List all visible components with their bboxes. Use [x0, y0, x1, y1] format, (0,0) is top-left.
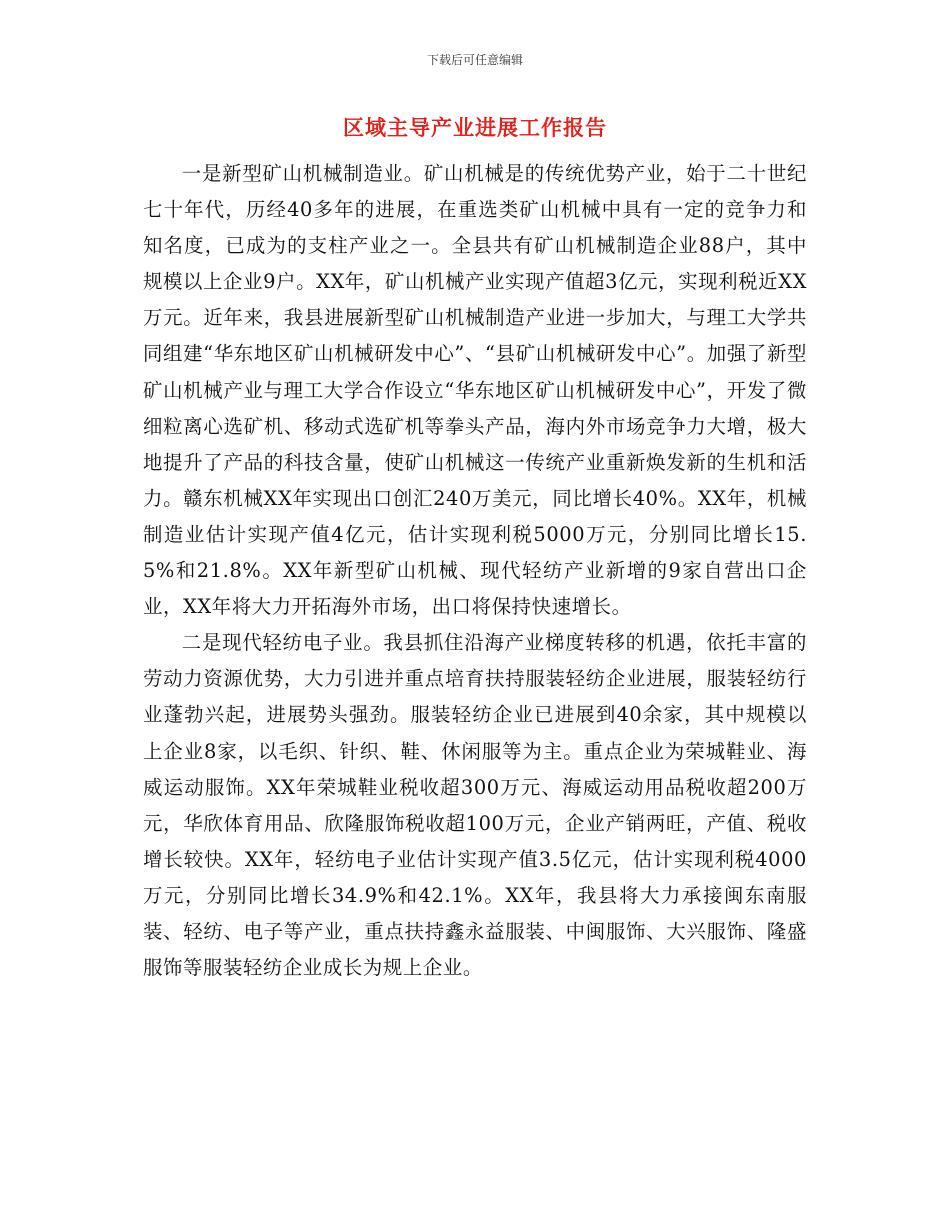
page-header: 下载后可任意编辑	[426, 53, 523, 67]
document-title: 区域主导产业进展工作报告	[343, 116, 607, 140]
paragraph-light-textile-electronics: 二是现代轻纺电子业。我县抓住沿海产业梯度转移的机遇，依托丰富的劳动力资源优势，大力引进并重点培育扶持服装轻纺企业进展，服装轻纺行业蓬勃兴起，进展势头强劲。服装轻纺企业已进展到40余家，其中规模以上企业8家，以毛织、针织、鞋、休闲服等为主。重点企业为荣城鞋业、海威运动服饰。XX年荣城鞋业税收超300万元、海威运动用品税收超200万元，华欣体育用品、欣隆服饰税收超100万元，企业产销两旺，产值、税收增长较快。XX年，轻纺电子业估计实现产值3.5亿元，估计实现利税4000万元，分别同比增长34.9%和42.1%。XX年，我县将大力承接闽东南服装、轻纺、电子等产业，重点扶持鑫永益服装、中闽服饰、大兴服饰、隆盛服饰等服装轻纺企业成长为规上企业。	[143, 631, 807, 980]
document-body	[143, 156, 807, 986]
paragraph-mining-machinery: 一是新型矿山机械制造业。矿山机械是的传统优势产业，始于二十世纪七十年代，历经40多年的进展，在重选类矿山机械中具有一定的竞争力和知名度，已成为的支柱产业之一。全县共有矿山机械制造企业88户，其中规模以上企业9户。XX年，矿山机械产业实现产值超3亿元，实现利税近XX万元。近年来，我县进展新型矿山机械制造产业进一步加大，与理工大学共同组建“华东地区矿山机械研发中心”、“县矿山机械研发中心”。加强了新型矿山机械产业与理工大学合作设立“华东地区矿山机械研发中心”，开发了微细粒离心选矿机、移动式选矿机等拳头产品，海内外市场竞争力大增，极大地提升了产品的科技含量，使矿山机械这一传统产业重新焕发新的生机和活力。赣东机械XX年实现出口创汇240万美元，同比增长40%。XX年，机械制造业估计实现产值4亿元，估计实现利税5000万元，分别同比增长15.5%和21.8%。XX年新型矿山机械、现代轻纺产业新增的9家自营出口企业，XX年将大力开拓海外市场，出口将保持快速增长。	[143, 162, 807, 619]
